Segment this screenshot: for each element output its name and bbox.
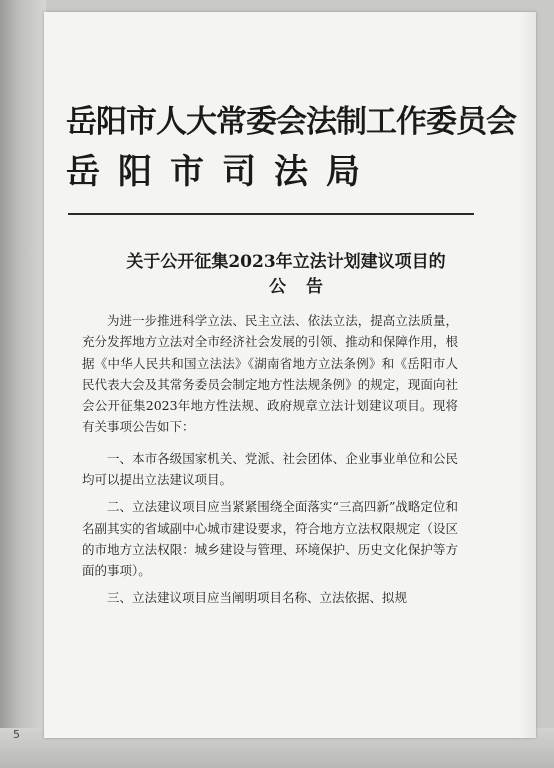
paragraph-item-3: 三、立法建议项目应当阐明项目名称、立法依据、拟规 [107, 589, 408, 605]
scan-shadow-left [0, 0, 46, 768]
paragraph-intro: 为进一步推进科学立法、民主立法、依法立法，提高立法质量，充分发挥地方立法对全市经济社会发展的引领、推动和保障作用，根据《中华人民共和国立法法》《湖南省地方立法条例》和《岳阳市人民代表大会及其常务委员会制定地方性法规条例》的规定，现面向社会公开征集2023年地方性法规、政府规章立法计划建议项目。现将有关事项公告如下： [82, 313, 458, 435]
document-page [44, 12, 536, 738]
notice-body [82, 310, 458, 608]
notice-subtitle: 公告 [269, 277, 343, 297]
page-mark: 5 [13, 728, 20, 741]
paragraph-item-2: 二、立法建议项目应当紧紧围绕全面落实“三高四新”战略定位和名副其实的省域副中心城市建设要求，符合地方立法权限规定（设区的市地方立法权限：城乡建设与管理、环境保护、历史文化保护等方面的事项）。 [82, 499, 458, 579]
paragraph-item-1: 一、本市各级国家机关、党派、社会团体、企业事业单位和公民均可以提出立法建议项目。 [82, 450, 458, 488]
notice-title: 关于公开征集2023年立法计划建议项目的 [126, 252, 446, 272]
page-edge [518, 12, 536, 738]
header-divider [68, 213, 474, 215]
issuer-name-1: 岳阳市人大常委会法制工作委员会 [66, 104, 516, 140]
issuer-name-2: 岳阳市司法局 [66, 152, 378, 192]
